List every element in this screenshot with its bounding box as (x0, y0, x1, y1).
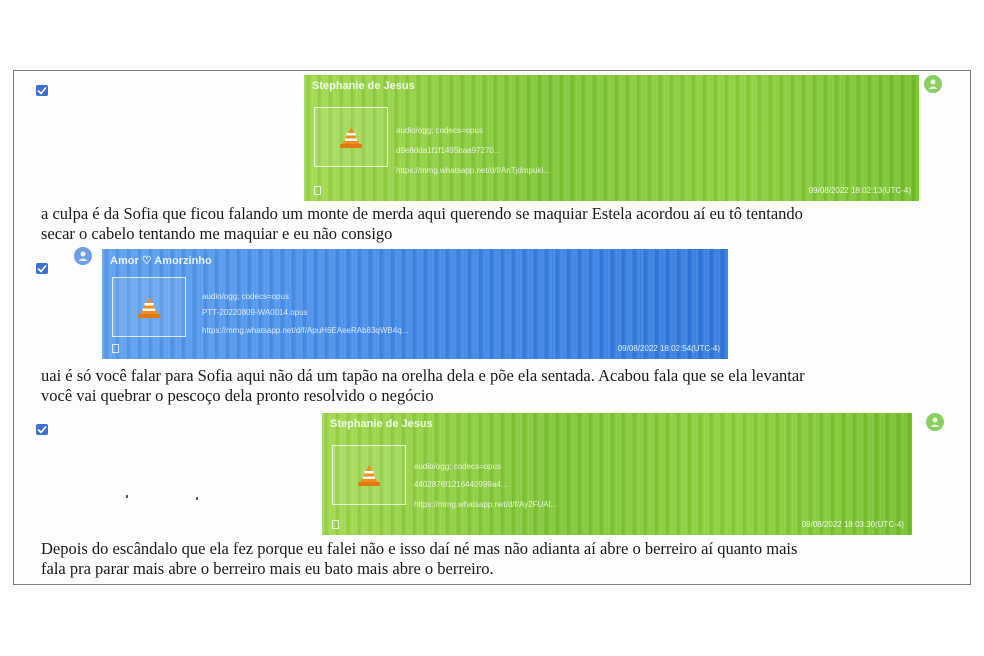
transcript-line: uai é só você falar para Sofia aqui não dá um tapão na orelha dela e põe ela sentada. Acabou fala que se ela levantar (41, 366, 805, 385)
file-name: PTT-20220809-WA0014.opus (202, 308, 308, 317)
checkbox-checked-icon[interactable] (36, 85, 48, 96)
transcript-line: você vai quebrar o pescoço dela pronto resolvido o negócio (41, 386, 434, 405)
sender-name: Stephanie de Jesus (330, 418, 433, 430)
file-name: d9e8dda1f1f1495baa97270... (396, 146, 501, 155)
transcript-line: secar o cabelo tentando me maquiar e eu não consigo (41, 224, 393, 243)
avatar-icon (926, 413, 944, 431)
file-type: audio/ogg; codecs=opus (396, 126, 483, 135)
transcript-line: a culpa é da Sofia que ficou falando um monte de merda aqui querendo se maquiar Estela acordou aí eu tô tentando (41, 204, 803, 223)
message-bubble-1[interactable] (304, 75, 919, 201)
avatar-icon (74, 247, 92, 265)
checkbox-checked-icon[interactable] (36, 424, 48, 435)
file-url[interactable]: https://mmg.whatsapp.net/d/f/ApuH6EAeeRAb83qWB4q... (202, 326, 409, 335)
transcript-line: Depois do escândalo que ela fez porque eu falei não e isso daí né mas não adianta aí abre o berreiro aí quanto mais (41, 539, 798, 558)
file-type: audio/ogg; codecs=opus (202, 292, 289, 301)
message-timestamp: 09/08/2022 18:02:54(UTC-4) (617, 344, 720, 353)
sender-name: Amor ♡ Amorzinho (110, 255, 212, 267)
message-transcript-2 (41, 366, 805, 406)
document-icon (332, 520, 339, 529)
message-transcript-1 (41, 204, 803, 244)
file-type: audio/ogg; codecs=opus (414, 462, 501, 471)
scan-speck (196, 497, 198, 500)
file-url[interactable]: https://mmg.whatsapp.net/d/f/Ay2FUAl... (414, 500, 558, 509)
checkbox-checked-icon[interactable] (36, 263, 48, 274)
vlc-cone-icon (338, 125, 364, 149)
file-url[interactable]: https://mmg.whatsapp.net/d/f/AnTjdmpukl... (396, 166, 550, 175)
attachment-thumbnail[interactable] (314, 107, 388, 167)
vlc-cone-icon (356, 463, 382, 487)
message-timestamp: 09/08/2022 18:03:30(UTC-4) (801, 520, 904, 529)
message-transcript-3 (41, 539, 797, 579)
message-timestamp: 09/08/2022 18:02:13(UTC-4) (808, 186, 911, 195)
avatar-icon (924, 75, 942, 93)
vlc-cone-icon (136, 295, 162, 319)
document-icon (314, 186, 321, 195)
scan-speck (126, 495, 128, 498)
sender-name: Stephanie de Jesus (312, 80, 415, 92)
file-name: 4402876f1216440999a4... (414, 480, 508, 489)
message-bubble-3[interactable] (322, 413, 912, 535)
attachment-thumbnail[interactable] (332, 445, 406, 505)
message-bubble-2[interactable] (102, 249, 728, 359)
transcript-line: fala pra parar mais abre o berreiro mais eu bato mais abre o berreiro. (41, 559, 494, 578)
attachment-thumbnail[interactable] (112, 277, 186, 337)
document-icon (112, 344, 119, 353)
chat-report-frame (13, 70, 971, 585)
